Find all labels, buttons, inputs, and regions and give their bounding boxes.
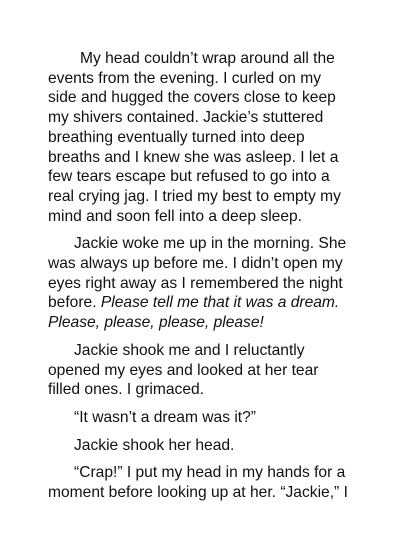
paragraph-5 xyxy=(48,436,376,456)
text-line: Jackie shook me and I reluctantly xyxy=(74,341,305,359)
paragraph-1 xyxy=(48,49,376,226)
paragraph-3 xyxy=(48,341,376,400)
text-line: Jackie shook her head. xyxy=(74,436,235,454)
text-line: breaths and I knew she was asleep. I let a xyxy=(48,148,339,166)
text-line-mixed xyxy=(48,293,376,313)
text-line: filled ones. I grimaced. xyxy=(48,381,205,399)
italic-text: Please tell me that it was a dream. xyxy=(100,294,340,312)
text-line: Jackie woke me up in the morning. She xyxy=(74,235,347,253)
text-line: “It wasn’t a dream was it?” xyxy=(74,408,256,426)
text-line: mind and soon fell into a deep sleep. xyxy=(48,207,303,225)
text-line-italic xyxy=(48,313,376,333)
text-line: opened my eyes and looked at her tear xyxy=(48,361,319,379)
paragraph-4 xyxy=(48,408,376,428)
italic-text: Please, please, please, please! xyxy=(48,314,264,332)
text-line: events from the evening. I curled on my xyxy=(48,69,322,87)
text-line: side and hugged the covers close to keep xyxy=(48,89,336,107)
paragraph-2 xyxy=(48,234,376,333)
text-line: breathing eventually turned into deep xyxy=(48,128,305,146)
text-line: moment before looking up at her. “Jackie,” I xyxy=(48,484,348,502)
text-line: my shivers contained. Jackie’s stuttered xyxy=(48,109,324,127)
text-line: few tears escape but refused to go into a xyxy=(48,168,330,186)
text-line: My head couldn’t wrap around all the xyxy=(80,50,335,67)
text-line: was always up before me. I didn’t open my xyxy=(48,255,343,273)
text-line: eyes right away as I remembered the night xyxy=(48,274,343,292)
paragraph-6 xyxy=(48,463,376,502)
plain-text: before. xyxy=(48,294,101,312)
book-page xyxy=(48,49,376,511)
text-line: real crying jag. I tried my best to empty my xyxy=(48,187,341,205)
text-line: “Crap!” I put my head in my hands for a xyxy=(74,464,346,482)
